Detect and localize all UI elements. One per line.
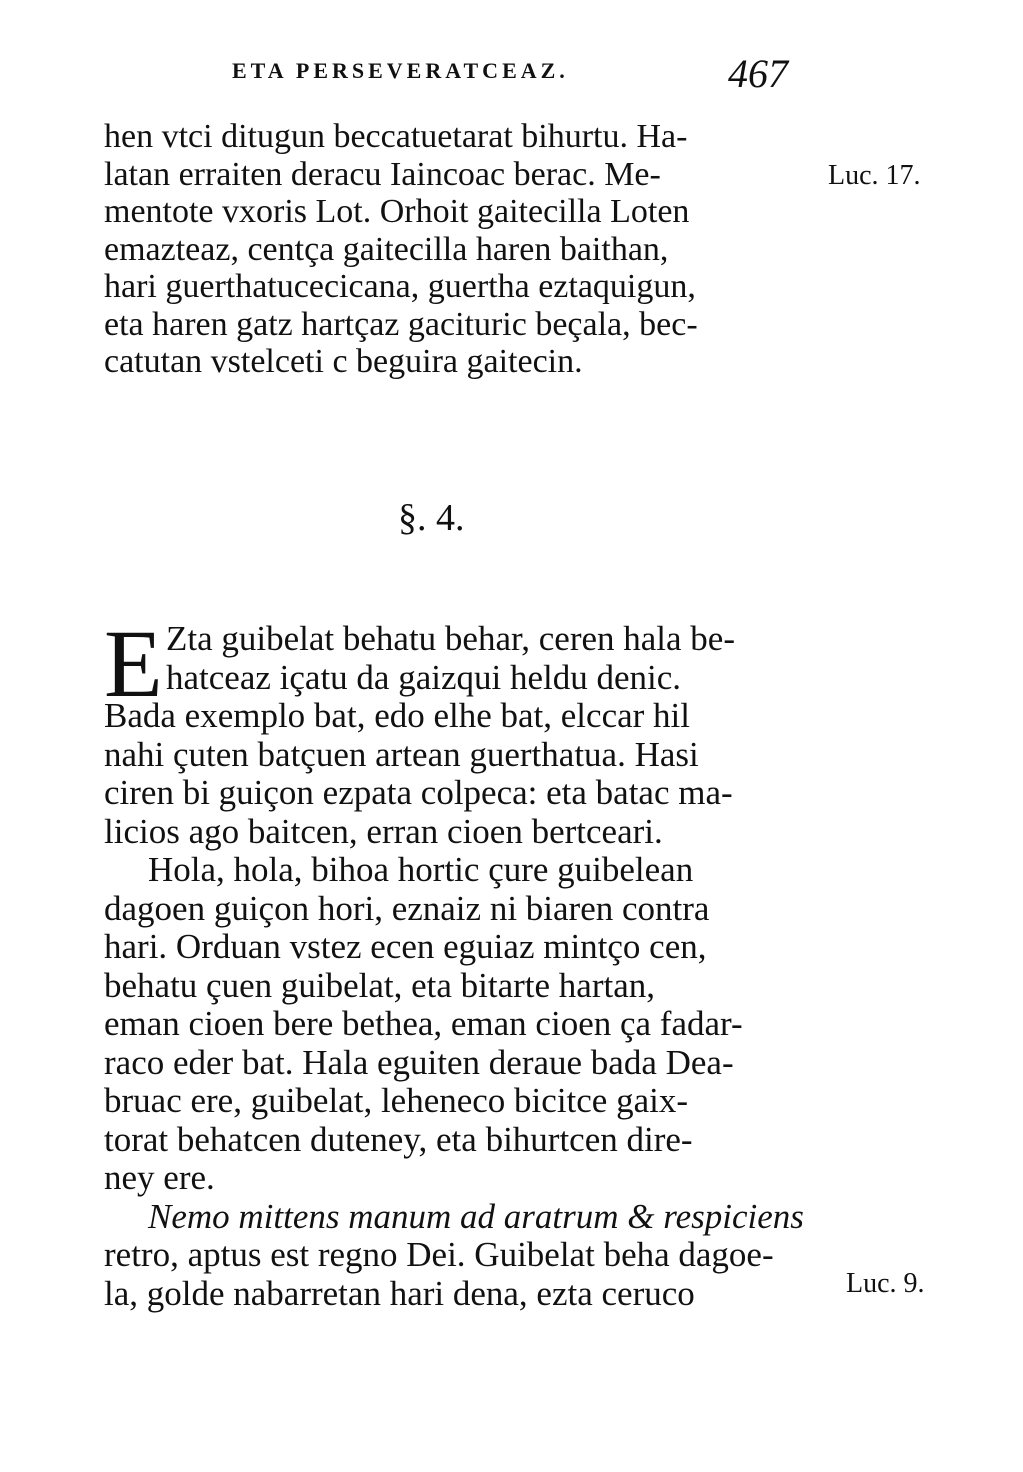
text-line: mentote vxoris Lot. Orhoit gaitecilla Loten bbox=[104, 193, 690, 230]
text-line: eman cioen bere bethea, eman cioen ça fadar- bbox=[104, 1004, 743, 1043]
text-line: bruac ere, guibelat, leheneco bicitce gaix- bbox=[104, 1081, 688, 1120]
text-line: hatceaz içatu da gaizqui heldu denic. bbox=[166, 657, 682, 697]
text-line: torat behatcen duteney, eta bihurtcen dire- bbox=[104, 1119, 693, 1159]
text-line: nahi çuten batçuen artean guerthatua. Hasi bbox=[104, 734, 699, 774]
section-2-opening bbox=[166, 620, 816, 697]
text-line: hari. Orduan vstez ecen eguiaz mintço cen, bbox=[104, 927, 707, 966]
section-mark: §. 4. bbox=[398, 497, 465, 539]
text-line: ciren bi guiçon ezpata colpeca: eta batac ma- bbox=[104, 773, 733, 812]
latin-quote-line: Nemo mittens manum ad aratrum & respiciens bbox=[148, 1196, 804, 1236]
section-2-text bbox=[104, 697, 816, 1313]
text-line: raco eder bat. Hala eguiten deraue bada Dea- bbox=[104, 1042, 734, 1082]
text-line: licios ago baitcen, erran cioen bertceari. bbox=[104, 811, 663, 851]
margin-note-luc-17: Luc. 17. bbox=[828, 160, 921, 191]
text-line: Hola, hola, bihoa hortic çure guibelean bbox=[148, 850, 694, 889]
text-line: hari guerthatucecicana, guertha eztaquigun, bbox=[104, 268, 696, 305]
text-line: behatu çuen guibelat, eta bitarte hartan, bbox=[104, 965, 655, 1005]
text-line: hen vtci ditugun beccatuetarat bihurtu. Ha- bbox=[104, 118, 688, 155]
page-number: 467 bbox=[728, 51, 788, 96]
text-line: emazteaz, centça gaitecilla haren baithan, bbox=[104, 230, 669, 268]
running-title: ETA PERSEVERATCEAZ. bbox=[232, 58, 569, 83]
text-line: catutan vstelceti c beguira gaitecin. bbox=[104, 343, 583, 380]
drop-cap: E bbox=[104, 610, 163, 717]
text-line: ney ere. bbox=[104, 1158, 215, 1197]
text-line: Bada exemplo bat, edo elhe bat, elccar hil bbox=[104, 696, 690, 735]
text-line: latan erraiten deracu Iaincoac berac. Me- bbox=[104, 155, 661, 193]
text-line: la, golde nabarretan hari dena, ezta ceruco bbox=[104, 1273, 695, 1313]
margin-note-luc-9: Luc. 9. bbox=[846, 1268, 925, 1299]
text-line: Zta guibelat behatu behar, ceren hala be- bbox=[166, 619, 735, 658]
text-line: dagoen guiçon hori, eznaiz ni biaren contra bbox=[104, 888, 710, 928]
section-1-text bbox=[104, 118, 816, 381]
text-line: retro, aptus est regno Dei. Guibelat beha dagoe- bbox=[104, 1235, 774, 1274]
text-line: eta haren gatz hartçaz gacituric beçala, bec- bbox=[104, 305, 698, 343]
